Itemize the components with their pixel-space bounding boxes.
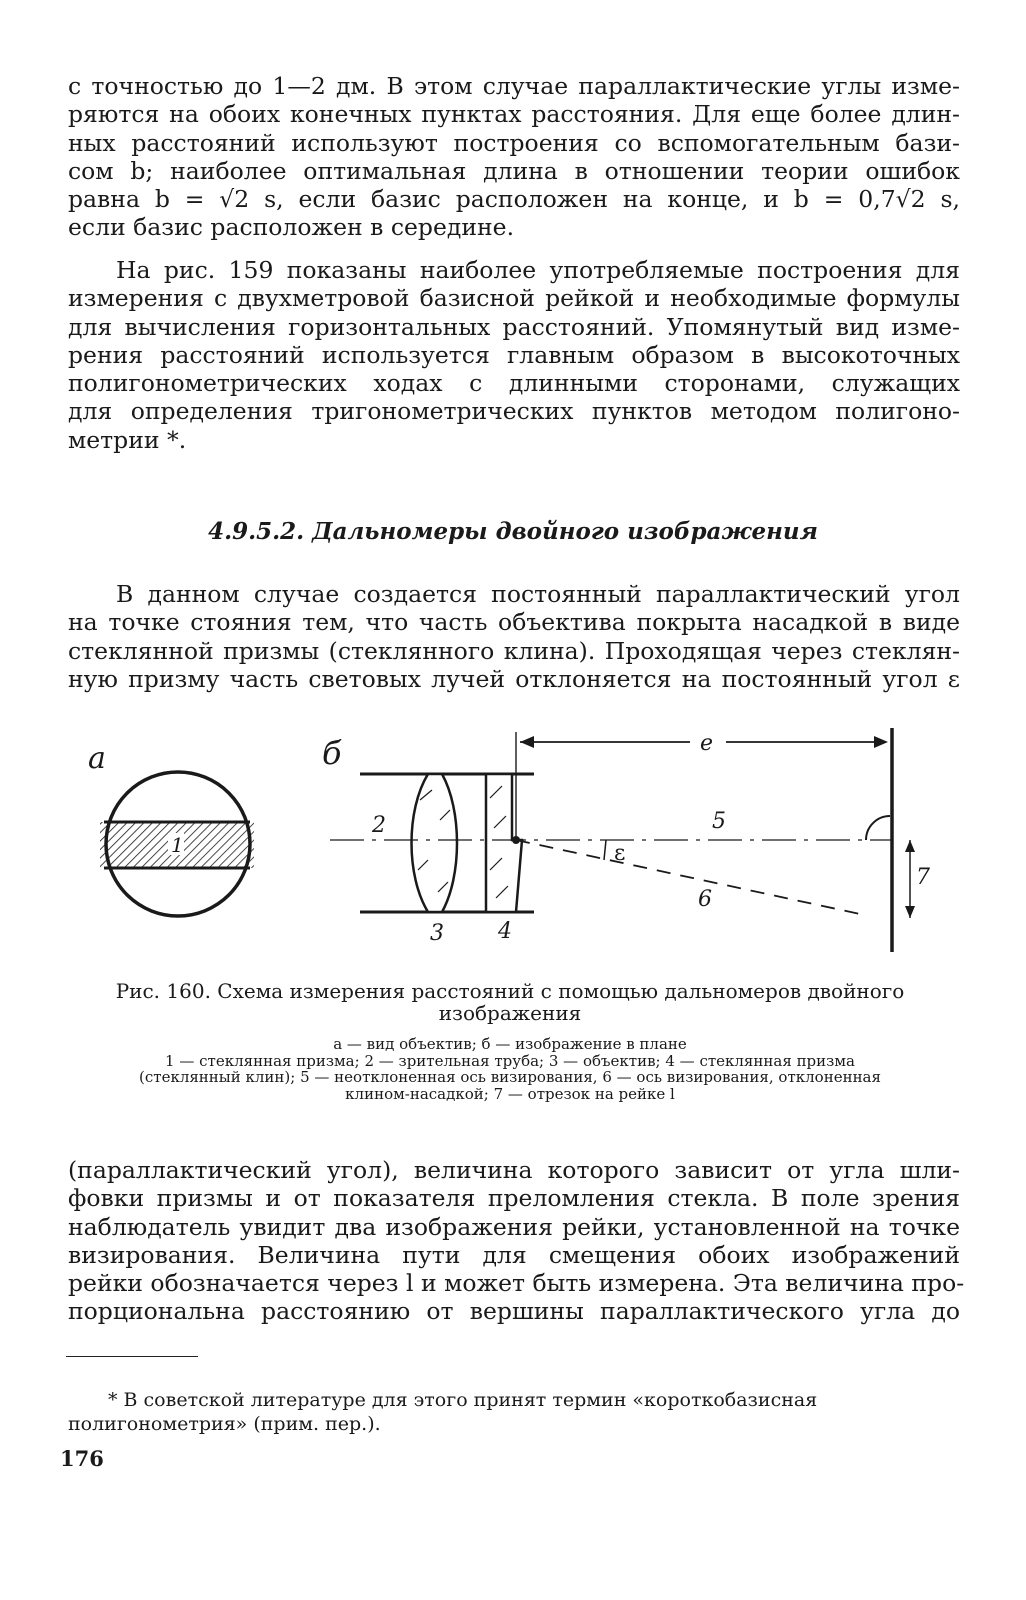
text-line: на точке стояния тем, что часть объектива покрыта насадкой в виде — [68, 608, 960, 637]
num-1: 1 — [171, 833, 184, 857]
footnote-line: полигонометрия» (прим. пер.). — [68, 1413, 381, 1435]
figure-label-b: б — [322, 734, 342, 772]
page-number: 176 — [60, 1446, 104, 1471]
num-6: 6 — [698, 887, 712, 912]
num-4: 4 — [498, 919, 512, 944]
legend-line: клином-насадкой; 7 — отрезок на рейке l — [345, 1084, 675, 1103]
objective-lens — [412, 774, 458, 912]
num-7: 7 — [916, 865, 930, 890]
text-line: (параллактический угол), величина которого зависит от угла шли- — [68, 1156, 960, 1184]
text-line: ных расстояний используют построения со вспомогательным бази- — [68, 128, 960, 157]
text-line: для определения тригонометрических пунктов методом полигоно- — [68, 397, 960, 426]
text-line: измерения с двухметровой базисной рейкой и необходимые формулы — [68, 284, 960, 313]
footnote-line: * В советской литературе для этого принят термин «короткобазисная — [108, 1389, 818, 1411]
right-angle-mark — [866, 816, 890, 840]
footnote-divider — [66, 1356, 198, 1357]
figure-caption: Рис. 160. Схема измерения расстояний с помощью дальномеров двойного изображения — [115, 979, 905, 1025]
label-epsilon: ε — [614, 841, 626, 866]
num-2: 2 — [372, 813, 386, 838]
plan-view — [330, 728, 930, 952]
paragraph-1 — [68, 72, 960, 242]
text-line: рения расстояний используется главным образом в высокоточных — [68, 340, 960, 369]
text-line: визирования. Величина пути для смещения обоих изображений — [68, 1240, 960, 1269]
figure-legend — [60, 1036, 960, 1102]
section-heading: 4.9.5.2. Дальномеры двойного изображения — [208, 518, 818, 545]
text-line: сом b; наиболее оптимальная длина в отношении теории ошибок — [68, 156, 960, 185]
paragraph-2 — [68, 256, 960, 454]
paragraph-4 — [68, 1156, 965, 1326]
legend-line: 1 — стеклянная призма; 2 — зрительная труба; 3 — объектив; 4 — стеклянная призма — [165, 1051, 855, 1070]
footnote — [68, 1388, 960, 1436]
text-line: с точностью до 1—2 дм. В этом случае параллактические углы изме- — [68, 72, 960, 100]
num-3: 3 — [430, 921, 444, 946]
num-5: 5 — [712, 809, 726, 834]
legend-line: (стеклянный клин); 5 — неотклоненная ось визирования, 6 — ось визирования, отклоненная — [139, 1068, 881, 1086]
text-line: На рис. 159 показаны наиболее употребляемые построения для — [116, 256, 960, 284]
figure-160 — [0, 720, 1026, 970]
text-line: если базис расположен в середине. — [68, 213, 515, 242]
text-line: ряются на обоих конечных пунктах расстояния. Для еще более длин- — [68, 100, 960, 129]
text-line: В данном случае создается постоянный параллактический угол — [116, 580, 960, 608]
text-line: рейки обозначается через l и может быть измерена. Эта величина про- — [68, 1269, 965, 1298]
objective-view — [100, 772, 254, 916]
text-line: ную призму часть световых лучей отклоняется на постоянный угол ε — [68, 664, 960, 693]
text-line: для вычисления горизонтальных расстояний. Упомянутый вид изме- — [68, 312, 960, 341]
text-line: наблюдатель увидит два изображения рейки, установленной на точке — [68, 1212, 960, 1241]
text-line: стеклянной призмы (стеклянного клина). Проходящая через стеклян- — [68, 636, 960, 665]
epsilon-arc — [604, 840, 606, 860]
deflected-axis — [516, 840, 860, 914]
legend-line: а — вид объектив; б — изображение в плане — [333, 1035, 687, 1053]
text-line: полигонометрических ходах с длинными сторонами, служащих — [68, 369, 960, 398]
text-line: фовки призмы и от показателя преломления стекла. В поле зрения — [68, 1184, 960, 1213]
text-line: метрии *. — [68, 425, 187, 454]
label-e: e — [700, 731, 714, 756]
text-line: порциональна расстоянию от вершины параллактического угла до — [68, 1297, 960, 1326]
paragraph-3 — [68, 580, 960, 693]
text-line: равна b = √2 s, если базис расположен на конце, и b = 0,7√2 s, — [68, 185, 960, 214]
figure-label-a: а — [88, 741, 106, 776]
